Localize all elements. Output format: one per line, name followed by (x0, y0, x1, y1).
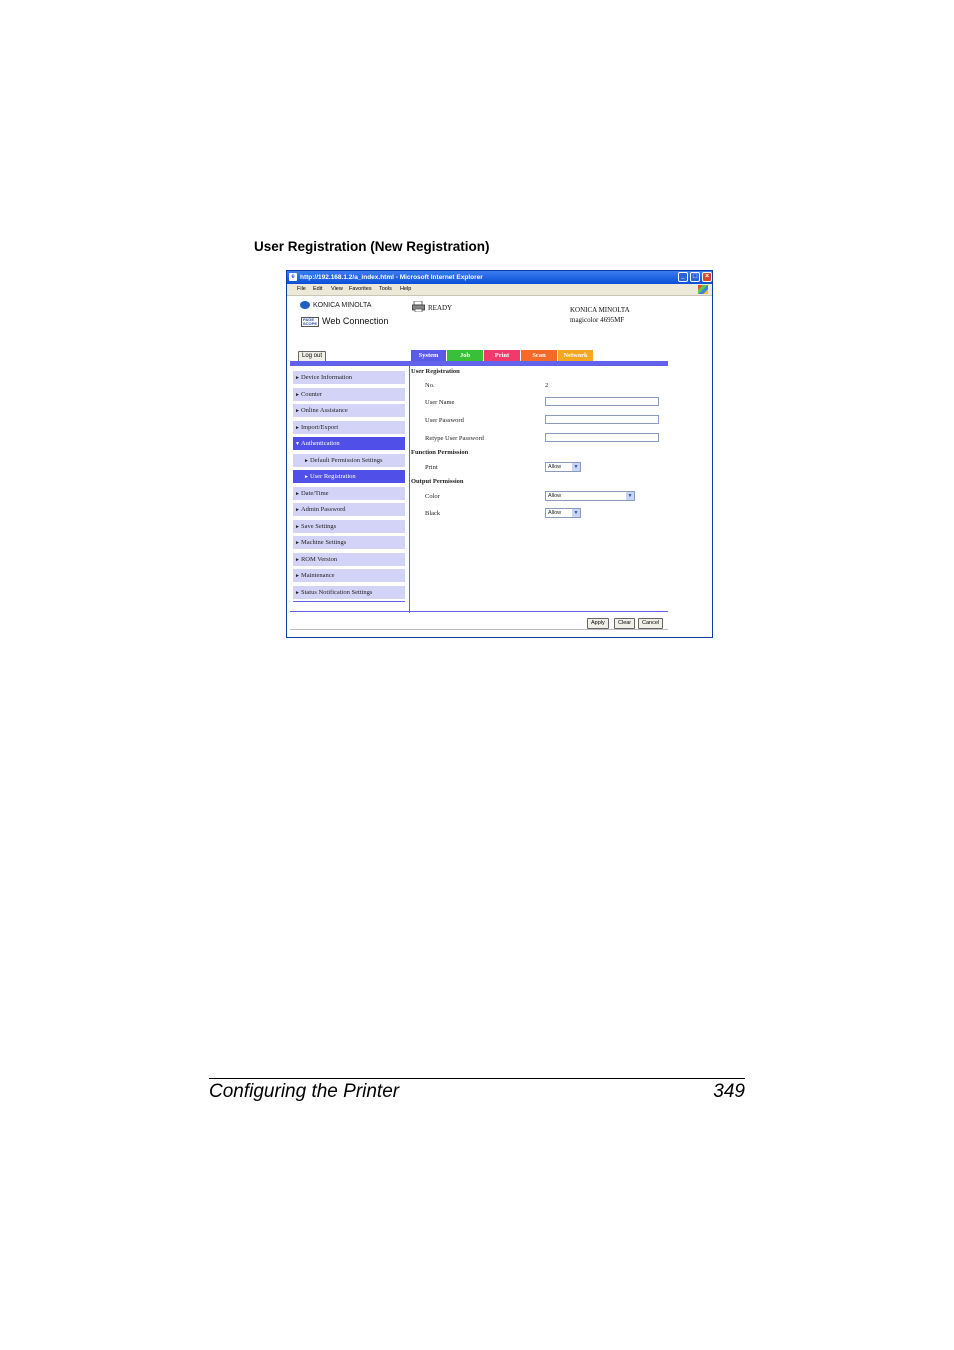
arrow-right-icon: ► (295, 590, 300, 596)
browser-titlebar (287, 271, 712, 284)
select-value: Allow (548, 493, 562, 499)
sidebar-item-status-notification-settings[interactable] (293, 586, 405, 599)
arrow-right-icon: ► (295, 392, 300, 398)
apply-button[interactable]: Apply (587, 618, 609, 629)
status-text: READY (428, 304, 453, 312)
sidebar-item-user-registration[interactable] (293, 470, 405, 483)
web-connection-logo (301, 316, 388, 327)
arrow-right-icon: ► (295, 524, 300, 530)
arrow-right-icon: ► (295, 491, 300, 497)
page-number: 349 (713, 1081, 745, 1102)
arrow-right-icon: ► (295, 574, 300, 579)
no-label: No. (425, 382, 435, 389)
printer-icon (412, 301, 426, 312)
user-password-field[interactable] (545, 415, 659, 424)
pagescope-badge-icon: PAGE SCOPE (303, 316, 318, 326)
output-permission-heading: Output Permission (411, 478, 464, 485)
browser-title: http://192.168.1.2/a_index.html - Microsoft Internet Explorer (300, 274, 483, 281)
retype-password-field[interactable] (545, 433, 659, 442)
menu-favorites[interactable]: Favorites (349, 286, 372, 292)
menu-help[interactable]: Help (400, 286, 412, 292)
chevron-down-icon: ▼ (573, 510, 579, 516)
web-page (287, 296, 713, 638)
browser-menubar (287, 284, 712, 296)
ie-icon: e (289, 273, 297, 281)
arrow-right-icon: ► (295, 425, 300, 431)
sidebar-item-default-permission-settings[interactable] (293, 454, 405, 467)
tab-print[interactable]: Print (484, 350, 520, 361)
sidebar-item-machine-settings[interactable] (293, 536, 405, 549)
menu-tools[interactable]: Tools (379, 286, 392, 292)
print-permission-select[interactable] (545, 462, 581, 472)
sidebar-item-import-export[interactable] (293, 421, 405, 434)
chevron-down-icon: ▼ (627, 493, 633, 499)
arrow-down-icon: ▼ (295, 442, 300, 447)
menu-edit[interactable]: Edit (313, 286, 323, 292)
sidebar-item-online-assistance[interactable] (293, 404, 405, 417)
function-permission-heading: Function Permission (411, 449, 469, 456)
section-heading: User Registration (New Registration) (254, 239, 490, 254)
tab-system[interactable]: System (411, 350, 446, 361)
tab-network[interactable]: Network (558, 350, 593, 361)
maximize-icon[interactable]: □ (690, 272, 700, 282)
sidebar-divider (293, 601, 405, 602)
browser-window (286, 270, 713, 638)
footer-rule (209, 1078, 745, 1079)
arrow-right-icon: ► (304, 458, 309, 464)
color-permission-select[interactable] (545, 491, 635, 501)
close-icon[interactable]: × (702, 272, 712, 282)
sidebar-item-maintenance[interactable] (293, 569, 405, 582)
retype-password-label: Retype User Password (425, 435, 484, 442)
page-bottom-line (290, 629, 668, 630)
sidebar (293, 371, 405, 602)
content-divider (409, 366, 410, 613)
sidebar-item-label: Admin Password (300, 506, 346, 513)
user-name-label: User Name (425, 399, 455, 406)
sidebar-item-counter[interactable] (293, 388, 405, 401)
arrow-right-icon: ► (295, 541, 300, 546)
tab-job[interactable]: Job (447, 350, 483, 361)
menu-view[interactable]: View (331, 286, 343, 292)
sidebar-item-label: Authentication (300, 440, 340, 447)
select-value: Allow (548, 510, 562, 516)
arrow-right-icon: ► (295, 409, 300, 414)
cancel-button[interactable]: Cancel (638, 618, 663, 629)
minimize-icon[interactable]: _ (678, 272, 688, 282)
sidebar-item-label: User Registration (309, 473, 356, 480)
black-permission-select[interactable] (545, 508, 581, 518)
print-label: Print (425, 464, 438, 471)
sidebar-item-device-information[interactable] (293, 371, 405, 384)
sidebar-item-admin-password[interactable] (293, 503, 405, 516)
sidebar-item-rom-version[interactable] (293, 553, 405, 566)
select-value: Allow (548, 464, 562, 470)
globe-icon (300, 301, 310, 309)
user-registration-form (411, 366, 671, 611)
arrow-right-icon: ► (295, 376, 300, 381)
black-label: Black (425, 510, 441, 517)
sidebar-item-label: Counter (300, 390, 322, 398)
sidebar-item-label: Online Assistance (300, 407, 348, 414)
form-title: User Registration (411, 368, 460, 375)
sidebar-item-label: Default Permission Settings (309, 456, 383, 464)
footer-title: Configuring the Printer (209, 1081, 400, 1102)
brand-name: KONICA MINOLTA (570, 306, 630, 314)
windows-logo-icon (698, 285, 708, 294)
model-name: magicolor 4695MF (570, 316, 625, 324)
konica-minolta-logo (300, 301, 371, 309)
sidebar-item-label: Status Notification Settings (300, 588, 373, 596)
arrow-right-icon: ► (304, 475, 309, 480)
sidebar-item-save-settings[interactable] (293, 520, 405, 533)
logo-text: KONICA MINOLTA (313, 301, 372, 309)
user-password-label: User Password (425, 417, 464, 424)
footer-divider (290, 611, 668, 612)
arrow-right-icon: ► (295, 557, 300, 563)
user-name-field[interactable] (545, 397, 659, 406)
sidebar-item-label: Maintenance (300, 572, 335, 579)
logo-sub: Web Connection (322, 316, 389, 326)
chevron-down-icon: ▼ (573, 464, 579, 470)
sidebar-item-label: Device Information (300, 374, 353, 381)
sidebar-item-label: ROM Version (300, 555, 338, 563)
sidebar-item-authentication[interactable] (293, 437, 405, 450)
color-label: Color (425, 493, 440, 500)
sidebar-item-label: Date/Time (300, 489, 329, 497)
logout-button[interactable]: Log out (298, 351, 326, 362)
sidebar-item-date-time[interactable] (293, 487, 405, 500)
menu-file[interactable]: File (297, 286, 306, 292)
sidebar-item-label: Machine Settings (300, 539, 347, 546)
tab-scan[interactable]: Scan (521, 350, 557, 361)
no-value: 2 (545, 382, 549, 389)
clear-button[interactable]: Clear (614, 618, 635, 629)
arrow-right-icon: ► (295, 508, 300, 513)
sidebar-item-label: Import/Export (300, 423, 339, 431)
sidebar-item-label: Save Settings (300, 522, 337, 530)
